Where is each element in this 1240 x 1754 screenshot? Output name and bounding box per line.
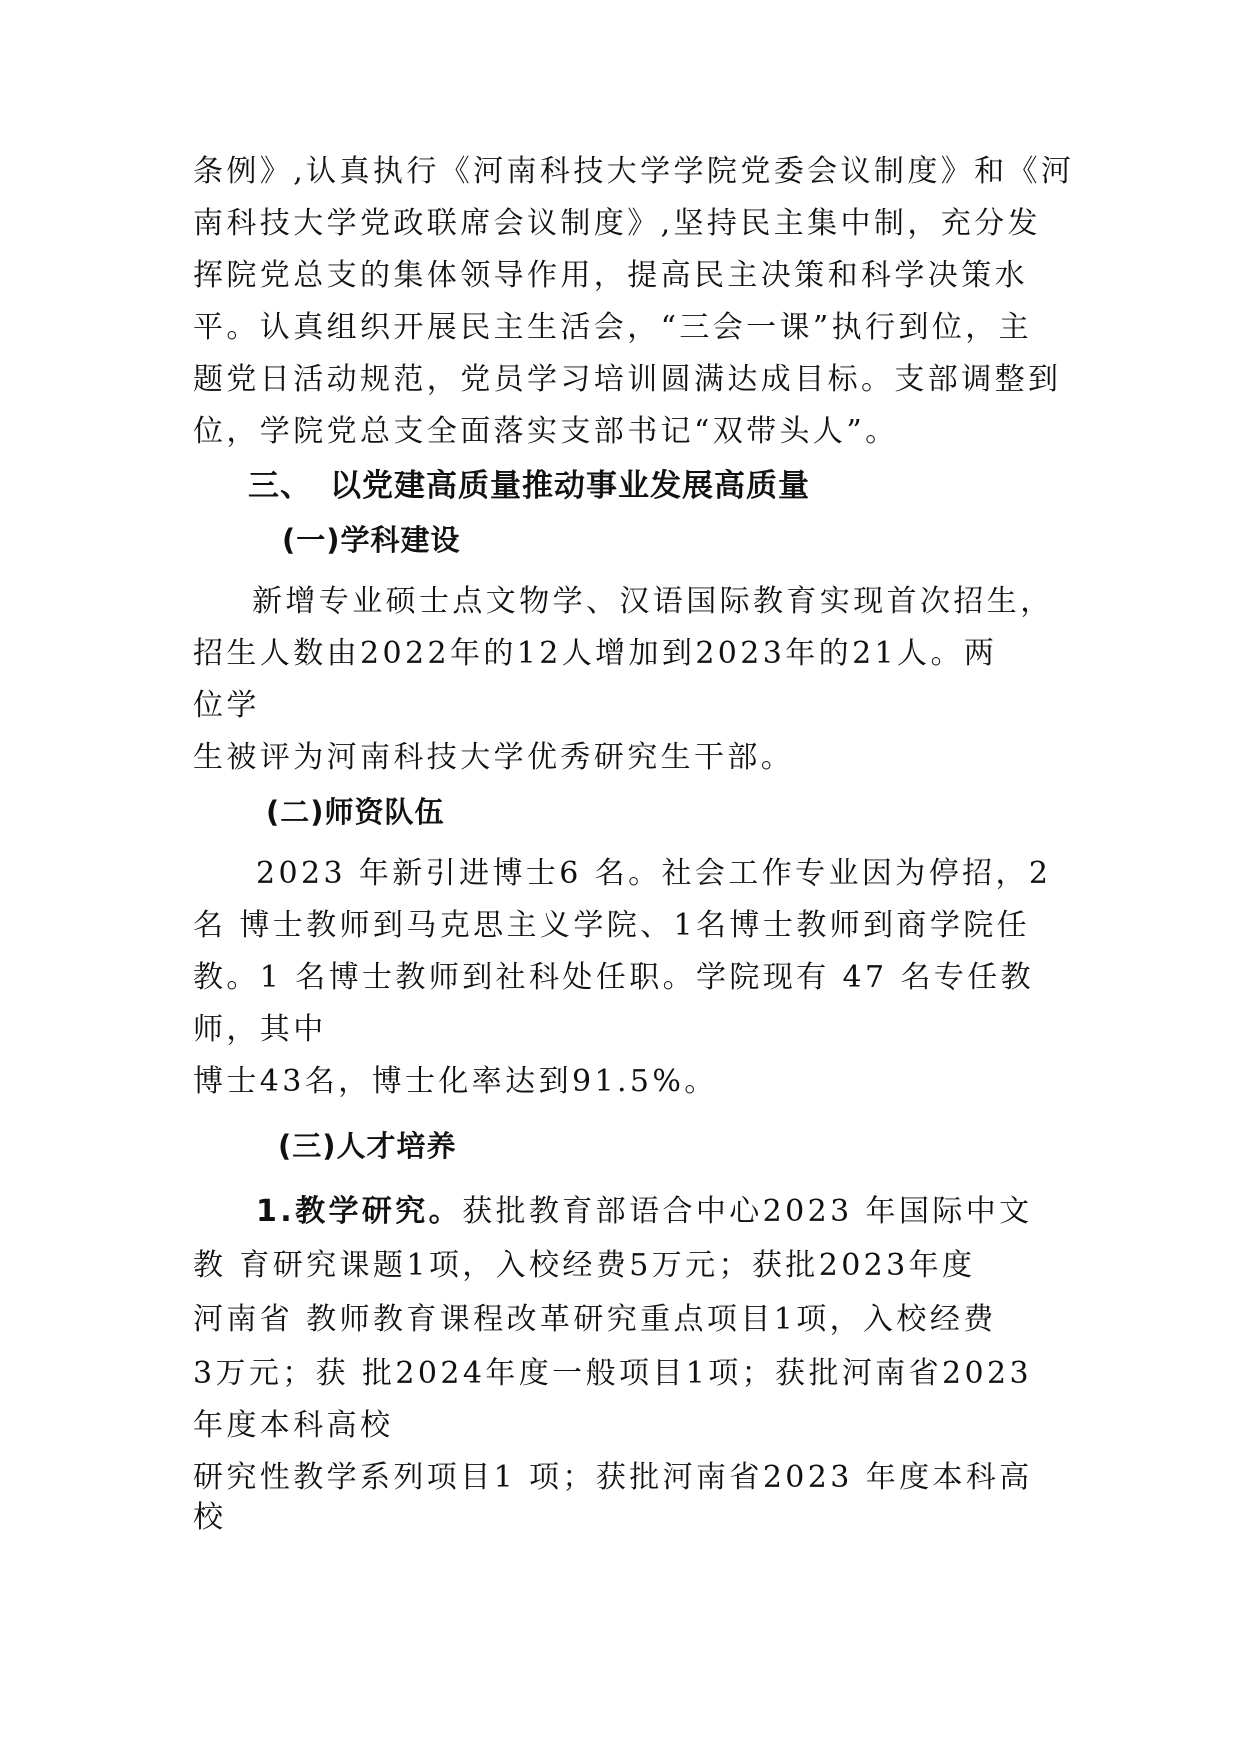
paragraph-line: 题党日活动规范，党员学习培训圆满达成目标。支部调整到 [193, 362, 1062, 397]
paragraph-line [256, 1192, 1033, 1232]
paragraph-line: 师，其中 [193, 1012, 327, 1047]
section-title: 以党建高质量推动事业发展高质量 [330, 468, 810, 504]
paragraph-line: 3万元；获 批2024年度一般项目1项；获批河南省2023 [193, 1356, 1033, 1391]
paragraph-line: 挥院党总支的集体领导作用，提高民主决策和科学决策水 [193, 258, 1028, 293]
item-text: 获批教育部语合中心2023 年国际中文 [462, 1194, 1033, 1229]
paragraph-line: 平。认真组织开展民主生活会，“三会一课”执行到位，主 [193, 310, 1033, 345]
subsection-title-discipline: (一)学科建设 [282, 523, 461, 557]
paragraph-line: 教。1 名博士教师到社科处任职。学院现有 47 名专任教 [193, 960, 1035, 995]
paragraph-line: 河南省 教师教育课程改革研究重点项目1项，入校经费 [193, 1302, 997, 1337]
paragraph-line: 位学 [193, 688, 260, 723]
paragraph-line: 年度本科高校 [193, 1408, 394, 1443]
paragraph-line: 校 [193, 1500, 227, 1535]
item-label: 1.教学研究。 [256, 1194, 463, 1229]
paragraph-line: 名 博士教师到马克思主义学院、1名博士教师到商学院任 [193, 908, 1031, 943]
paragraph-line: 生被评为河南科技大学优秀研究生干部。 [193, 740, 795, 775]
subsection-title-faculty: (二)师资队伍 [266, 795, 445, 829]
paragraph-line: 博士43名，博士化率达到91.5%。 [193, 1064, 718, 1099]
paragraph-line: 2023 年新引进博士6 名。社会工作专业因为停招，2 [256, 856, 1052, 891]
paragraph-line: 位，学院党总支全面落实支部书记“双带头人”。 [193, 414, 899, 449]
paragraph-line: 条例》,认真执行《河南科技大学学院党委会议制度》和《河 [193, 154, 1075, 189]
paragraph-line: 教 育研究课题1项，入校经费5万元；获批2023年度 [193, 1248, 976, 1283]
paragraph-line: 研究性教学系列项目1 项；获批河南省2023 年度本科高 [193, 1460, 1033, 1495]
paragraph-line: 新增专业硕士点文物学、汉语国际教育实现首次招生， [252, 584, 1054, 619]
paragraph-line: 招生人数由2022年的12人增加到2023年的21人。两 [193, 636, 998, 671]
section-number: 三、 [248, 468, 312, 504]
paragraph-line: 南科技大学党政联席会议制度》,坚持民主集中制，充分发 [193, 206, 1041, 241]
subsection-title-talent: (三)人才培养 [278, 1129, 457, 1163]
